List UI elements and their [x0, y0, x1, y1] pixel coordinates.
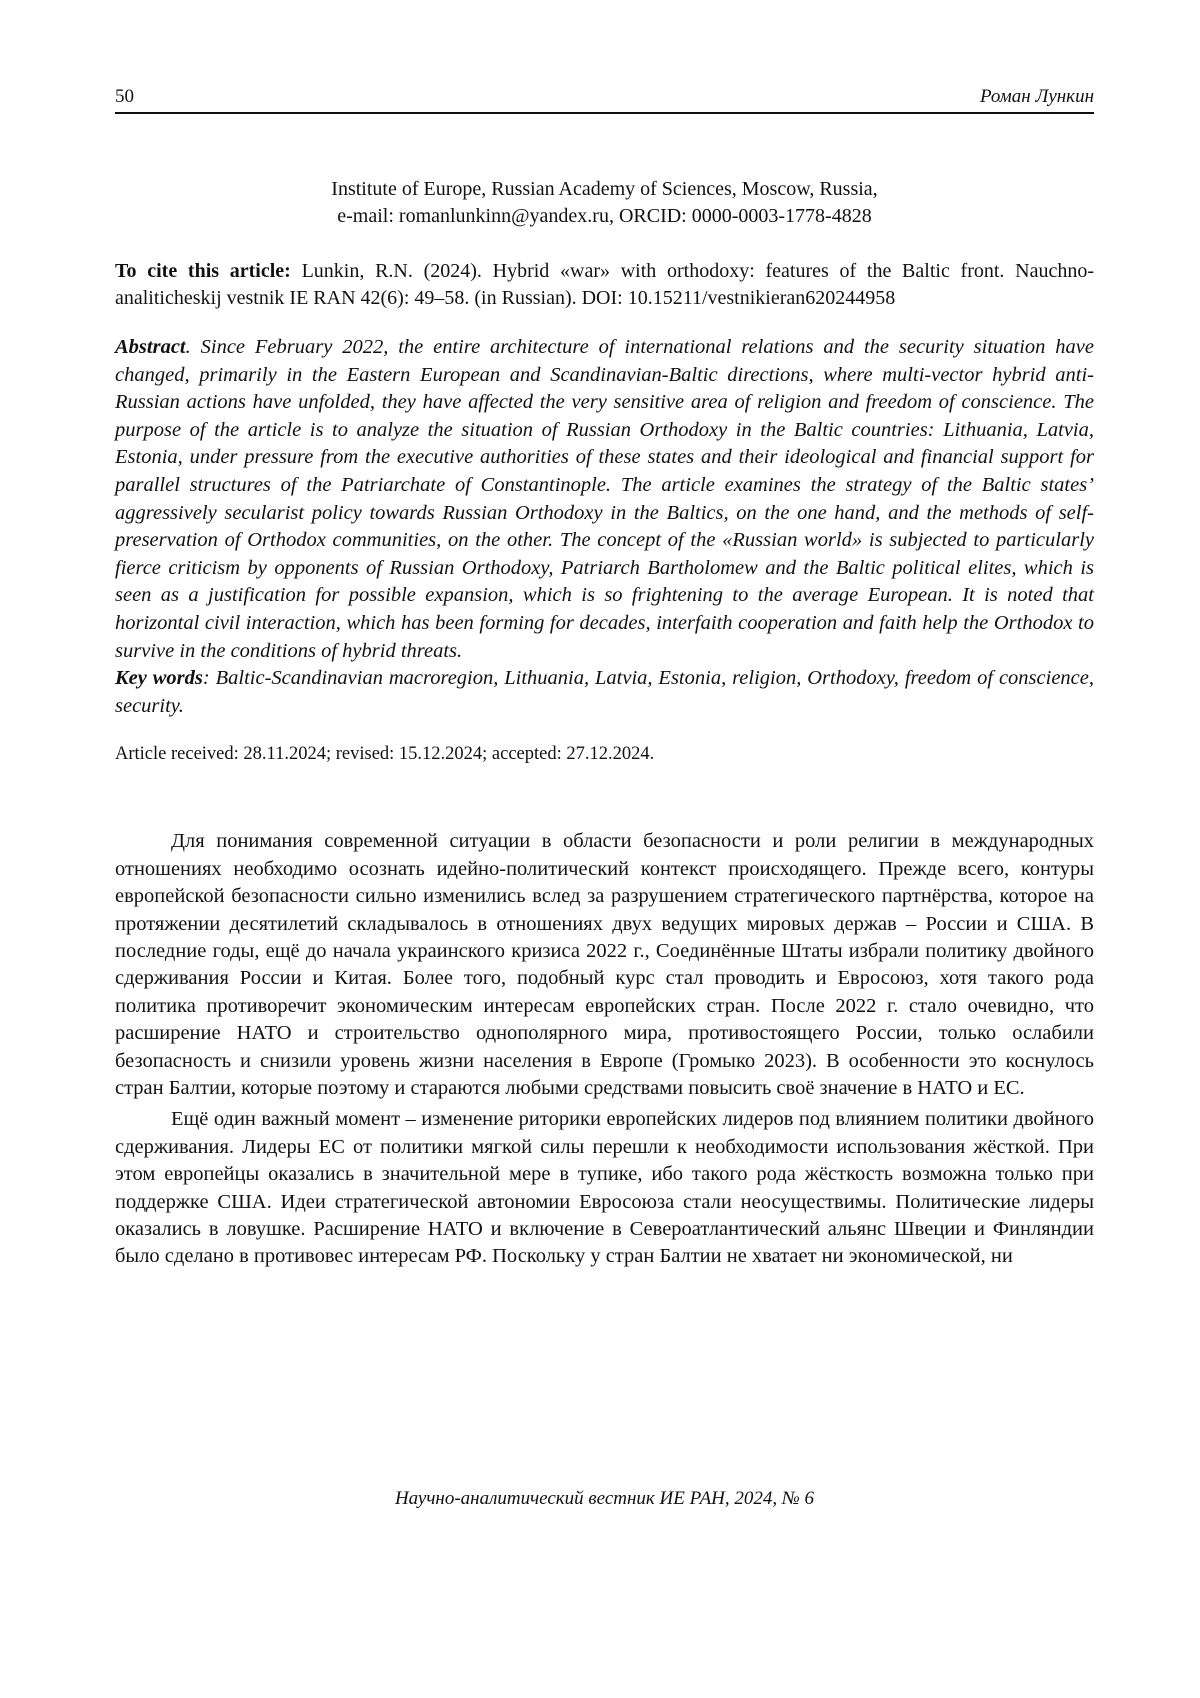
article-dates: Article received: 28.11.2024; revised: 15.12.2024; accepted: 27.12.2024.: [115, 744, 655, 765]
keywords-label: Key words: [115, 667, 203, 690]
author-affiliation: [115, 176, 1094, 230]
abstract-label: Abstract: [115, 336, 186, 358]
running-footer: Научно-аналитический вестник ИЕ РАН, 2024, № 6: [394, 1488, 815, 1509]
document-page: [115, 78, 1094, 1678]
keywords-block: [115, 665, 1094, 720]
body-paragraph: Ещё один важный момент – изменение риторики европейских лидеров под влиянием политики двойного сдерживания. Лидеры ЕС от политики мягкой силы перешли к необходимости использования жёсткой. При этом европейцы оказались в значительной мере в тупике, ибо такого рода жёсткость возможна только при поддержке США. Идеи стратегической автономии Евросоюза стали неосуществимы. Политические лидеры оказались в ловушке. Расширение НАТО и включение в Североатлантический альянс Швеции и Финляндии было сделано в противовес интересам РФ. Поскольку у стран Балтии не хватает ни экономической, ни: [115, 1108, 1094, 1268]
institution-line: Institute of Europe, Russian Academy of Sciences, Moscow, Russia,: [331, 178, 878, 200]
citation-text: Lunkin, R.N. (2024). Hybrid «war» with orthodoxy: features of the Baltic front. Nauchno-analiticheskij vestnik IE RAN 42(6): 49–58. (in Russian). DOI: 10.15211/vestnikieran620244958: [115, 260, 1095, 309]
abstract-text: . Since February 2022, the entire architecture of international relations and the security situation have changed, primarily in the Eastern European and Scandinavian-Baltic directions, where multi-vector hybrid anti-Russian actions have unfolded, they have affected the very sensitive area of religion and freedom of conscience. The purpose of the article is to analyze the situation of Russian Orthodoxy in the Baltic countries: Lithuania, Latvia, Estonia, under pressure from the executive authorities of these states and their ideological and financial support for parallel structures of the Patriarchate of Constantinople. The article examines the strategy of the Baltic states’ aggressively secularist policy towards Russian Orthodoxy in the Baltics, on the one hand, and the methods of self-preservation of Orthodox communities, on the other. The concept of the «Russian world» is subjected to particularly fierce criticism by opponents of Russian Orthodoxy, Patriarch Bartholomew and the Baltic political elites, which is seen as a justification for possible expansion, which is so frightening to the average European. It is noted that horizontal civil interaction, which has been forming for decades, interfaith cooperation and faith help the Orthodox to survive in the conditions of hybrid threats.: [115, 336, 1094, 662]
page-number: 50: [115, 86, 134, 107]
body-paragraph: Для понимания современной ситуации в области безопасности и роли религии в международных отношениях необходимо осознать идейно-политический контекст происходящего. Прежде всего, контуры европейской безопасности сильно изменились вслед за разрушением стратегического партнёрства, которое на протяжении десятилетий складывалось в отношениях двух ведущих мировых держав – России и США. В последние годы, ещё до начала украинского кризиса 2022 г., Соединённые Штаты избрали политику двойного сдерживания России и Китая. Более того, подобный курс стал проводить и Евросоюз, хотя такого рода политика противоречит экономическим интересам европейских стран. После 2022 г. стало очевидно, что расширение НАТО и строительство однополярного мира, противостоящего России, только ослабили безопасность и снизили уровень жизни населения в Европе (Громыко 2023). В особенности это коснулось стран Балтии, которые поэтому и стараются любыми средствами повысить своё значение в НАТО и ЕС.: [115, 830, 1094, 1099]
abstract-block: [115, 334, 1094, 665]
citation-label: To cite this article:: [115, 260, 291, 282]
keywords-text: : Baltic-Scandinavian macroregion, Lithuania, Latvia, Estonia, religion, Orthodoxy, freedom of conscience, security.: [115, 667, 1094, 717]
citation-block: [115, 258, 1094, 312]
article-body: [115, 828, 1094, 1271]
running-author: Роман Лункин: [979, 86, 1094, 107]
running-header: [115, 78, 1094, 114]
contact-line: e-mail: romanlunkinn@yandex.ru, ORCID: 0000-0003-1778-4828: [337, 205, 872, 227]
